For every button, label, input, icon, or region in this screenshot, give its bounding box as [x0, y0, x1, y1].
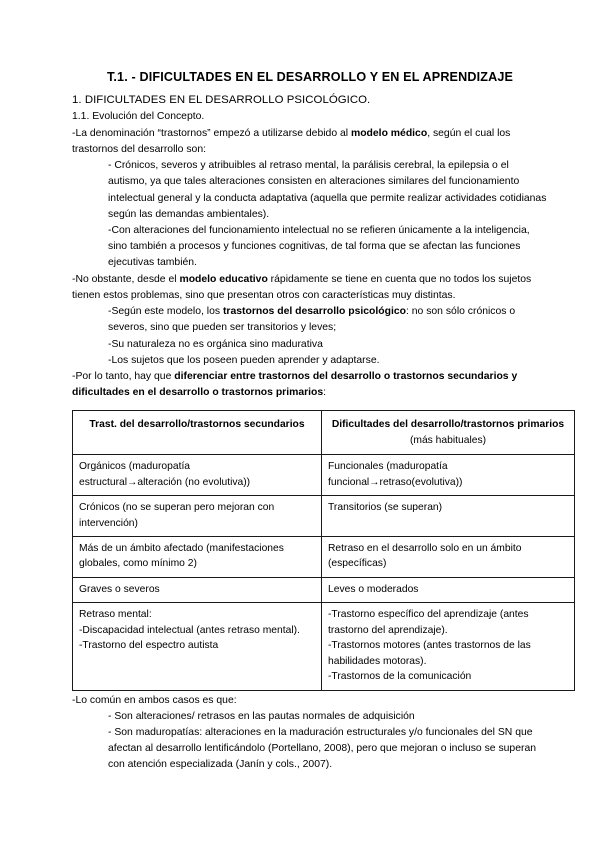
cell-line: estructural→alteración (no evolutiva)) [79, 476, 251, 488]
page-title: T.1. - DIFICULTADES EN EL DESARROLLO Y EN EL APRENDIZAJE [106, 70, 514, 84]
table-row [73, 496, 575, 537]
table-header-row [73, 411, 575, 455]
table-cell-primarios [322, 455, 575, 496]
cell-line: -Trastornos de la comunicación [328, 671, 472, 683]
table-header-cell-primarios [322, 411, 575, 455]
cell-line: Leves o moderados [328, 583, 419, 595]
table-cell-primarios [322, 603, 575, 690]
cell-line: funcional→retraso(evolutiva)) [328, 476, 463, 488]
sub-heading: 1.1. Evolución del Concepto. [72, 111, 205, 123]
cell-line: -Trastorno específico del aprendizaje (antes trastorno del aprendizaje). [328, 609, 529, 636]
text-fragment: : [323, 387, 327, 399]
paragraph-naturaleza-madurativa: -Su naturaleza no es orgánica sino madurativa [108, 338, 323, 350]
paragraph-denominacion [72, 126, 548, 158]
table-cell-secundarios [73, 577, 322, 602]
table-cell-secundarios [73, 455, 322, 496]
cell-line: Transitorios (se superan) [328, 502, 443, 514]
table-header-note: (más habituales) [409, 434, 487, 446]
text-fragment: : no son sólo crónicos o severos, sino que pueden ser transitorios y leves; [108, 306, 516, 334]
table-row [73, 537, 575, 578]
cell-line: -Discapacidad intelectual (antes retraso mental). [79, 624, 300, 636]
emphasis-modelo-medico: modelo médico [350, 127, 428, 139]
paragraph-son-alteraciones: - Son alteraciones/ retrasos en las pautas normales de adquisición [108, 710, 415, 722]
table-header-cell-secundarios: Trast. del desarrollo/trastornos secundarios [73, 411, 322, 455]
cell-line: Orgánicos (maduropatía [79, 461, 191, 473]
text-fragment: , según el cual los trastornos del desarrollo son: [72, 127, 511, 155]
paragraph-por-lo-tanto [72, 369, 548, 401]
paragraph-sujetos-aprender: -Los sujetos que los poseen pueden aprender y adaptarse. [108, 354, 380, 366]
table-row [73, 577, 575, 602]
table-header-bold: Dificultades del desarrollo/trastornos primarios [331, 419, 565, 431]
comparison-table [72, 410, 575, 690]
cell-line: Retraso en el desarrollo solo en un ámbito (específicas) [328, 543, 522, 570]
table-cell-secundarios [73, 537, 322, 578]
table-cell-secundarios [73, 496, 322, 537]
emphasis-trastornos-desarrollo-psicologico: trastornos del desarrollo psicológico [222, 306, 406, 318]
cell-line: -Trastorno del espectro autista [79, 640, 219, 652]
table-cell-secundarios [73, 603, 322, 690]
cell-line: Graves o severos [79, 583, 160, 595]
table-header [73, 411, 575, 455]
text-fragment: -Según este modelo, los [108, 306, 223, 318]
cell-line: Crónicos (no se superan pero mejoran con intervención) [79, 502, 275, 529]
paragraph-son-maduropatias: - Son maduropatías: alteraciones en la maduración estructurales y/o funcionales del SN que afectan al desarrollo lentificándolo (Portellano, 2008), pero que mejoran o incluso se superan con atención especializada (Janín y cols., 2007). [108, 726, 537, 771]
paragraph-lo-comun: -Lo común en ambos casos es que: [72, 694, 237, 706]
paragraph-modelo-educativo [72, 272, 548, 304]
table-row [73, 455, 575, 496]
cell-line: -Trastornos motores (antes trastornos de las habilidades motoras). [328, 640, 531, 667]
table-cell-primarios [322, 537, 575, 578]
cell-line: Más de un ámbito afectado (manifestaciones globales, como mínimo 2) [79, 543, 284, 570]
text-fragment: -No obstante, desde el [72, 273, 180, 285]
emphasis-diferenciar-trastornos: diferenciar entre trastornos del desarrollo o trastornos secundarios y dificultades en el desarrollo o trastornos primarios [72, 370, 518, 399]
text-fragment: -Por lo tanto, hay que [72, 370, 175, 382]
paragraph-alteraciones-funcionamiento: -Con alteraciones del funcionamiento intelectual no se refieren únicamente a la inteligencia, sino también a procesos y funciones cognitivas, de tal forma que se afectan las funciones ejecutivas también. [108, 225, 530, 269]
cell-line: Funcionales (maduropatía [328, 461, 448, 473]
table-row [73, 603, 575, 690]
table-cell-primarios [322, 577, 575, 602]
section-heading: 1. DIFICULTADES EN EL DESARROLLO PSICOLÓGICO. [72, 94, 371, 107]
table-cell-primarios [322, 496, 575, 537]
paragraph-segun-este-modelo [108, 304, 548, 336]
paragraph-cronicos-severos: - Crónicos, severos y atribuibles al retraso mental, la parálisis cerebral, la epilepsia o el autismo, ya que tales alteraciones consisten en alteraciones similares del funcionamiento intelectual general y la conducta adaptativa (aquella que permite realizar actividades cotidianas según las demandas ambientales). [108, 160, 547, 220]
cell-line: Retraso mental: [79, 609, 152, 621]
table-body [73, 455, 575, 690]
text-fragment: -La denominación “trastornos” empezó a utilizarse debido al [72, 127, 351, 139]
text-fragment: rápidamente se tiene en cuenta que no todos los sujetos tienen estos problemas, sino que presentan otros con características muy distintas. [72, 273, 532, 301]
emphasis-modelo-educativo: modelo educativo [179, 273, 268, 285]
